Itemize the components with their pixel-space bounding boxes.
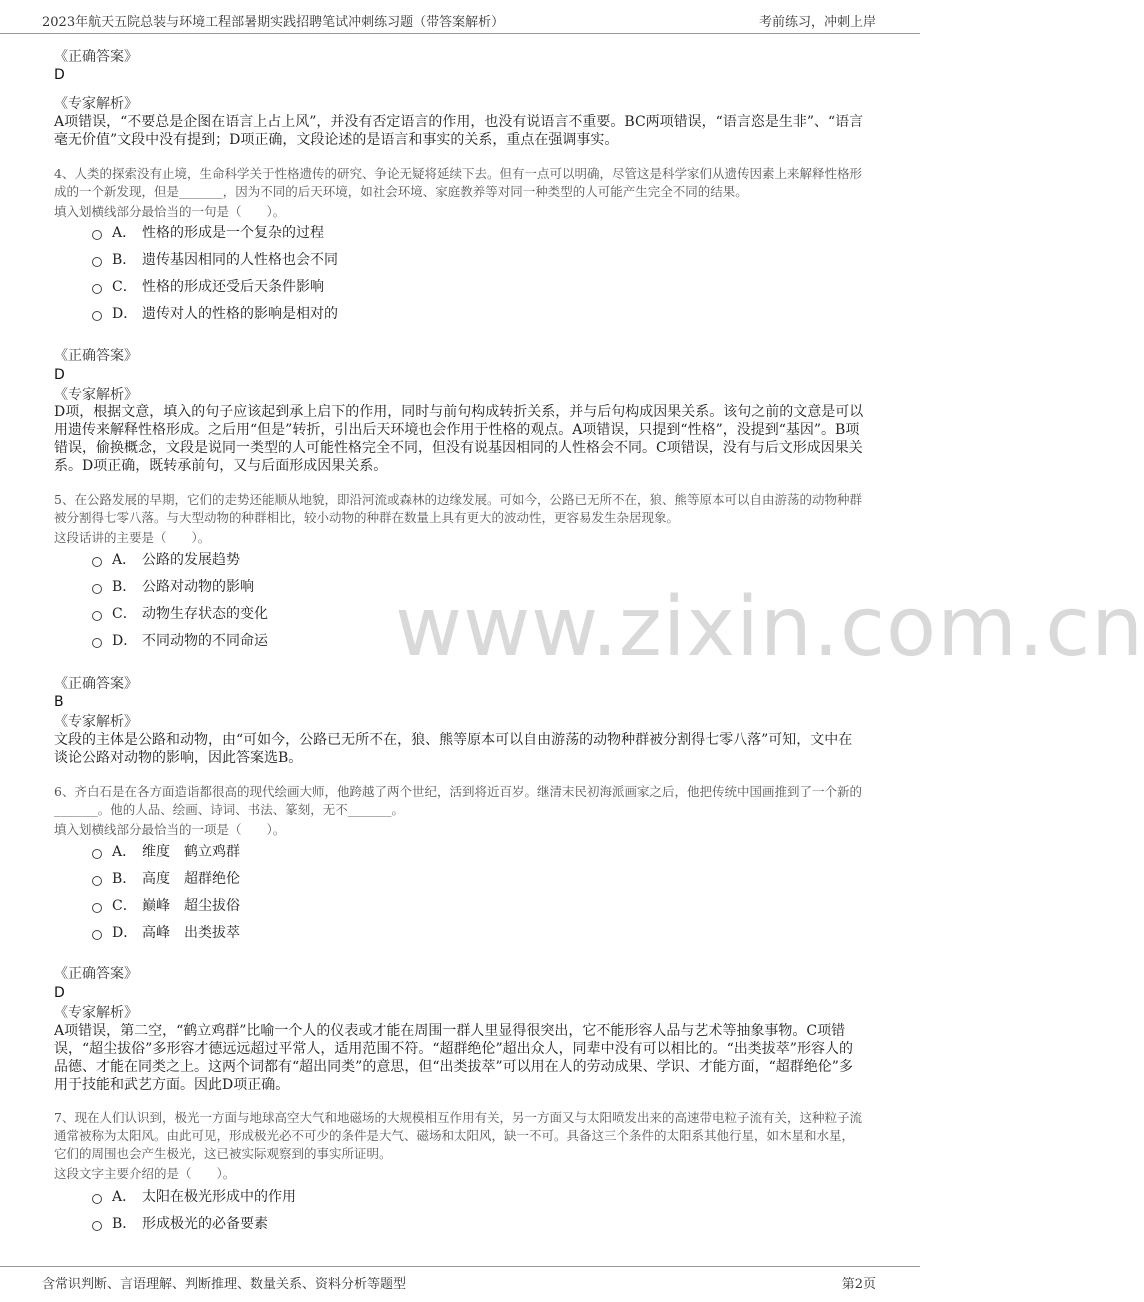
question-text: 7、现在人们认识到，极光一方面与地球高空大气和地磁场的大规模相互作用有关，另一方面又与太阳喷发出来的高速带电粒子流有关，这种粒子流通常被称为太阳风。由此可见，形成极光必不可少的条件是大气、磁场和太阳风，缺一不可。具备这三个条件的太阳系其他行星，如木星和水星，它们的周围也会产生极光，这已被实际观察到的事实所证明。 <box>54 1110 862 1161</box>
radio-icon[interactable] <box>92 1221 102 1231</box>
radio-icon[interactable] <box>92 311 102 321</box>
radio-icon[interactable] <box>92 849 102 859</box>
analysis-text: A项错误，“不要总是企图在语言上占上风”，并没有否定语言的作用，也没有说语言不重要。BC两项错误，“语言恣是生非”、“语言毫无价值”文段中没有提到；D项正确，文段论述的是语言和事实的关系，重点在强调事实。 <box>54 114 864 148</box>
radio-icon[interactable] <box>92 1194 102 1204</box>
option-text: 太阳在极光形成中的作用 <box>142 1189 296 1205</box>
option-text: 动物生存状态的变化 <box>142 606 268 622</box>
watermark: www.zixin.com.cn <box>395 580 1144 675</box>
option-text: 高度 超群绝伦 <box>142 871 240 887</box>
answer-value: D <box>54 367 65 383</box>
radio-icon[interactable] <box>92 284 102 294</box>
analysis-label: 《专家解析》 <box>54 1005 138 1021</box>
option-a[interactable]: A． 性格的形成是一个复杂的过程 <box>92 222 324 244</box>
option-text: 遗传对人的性格的影响是相对的 <box>142 306 338 322</box>
option-a[interactable]: A． 太阳在极光形成中的作用 <box>92 1186 296 1208</box>
footer-categories: 含常识判断、言语理解、判断推理、数量关系、资料分析等题型 <box>42 1277 407 1292</box>
option-c[interactable]: C． 巅峰 超尘拔俗 <box>92 895 240 917</box>
option-text: 性格的形成还受后天条件影响 <box>142 279 324 295</box>
radio-icon[interactable] <box>92 611 102 621</box>
option-c[interactable]: C． 动物生存状态的变化 <box>92 603 268 625</box>
option-text: 不同动物的不同命运 <box>142 633 268 649</box>
option-text: 维度 鹤立鸡群 <box>142 844 240 860</box>
option-b[interactable]: B． 形成极光的必备要素 <box>92 1213 268 1235</box>
radio-icon[interactable] <box>92 557 102 567</box>
analysis-text: D项，根据文意，填入的句子应该起到承上启下的作用，同时与前句构成转折关系，并与后句构成因果关系。该句之前的文意是可以用遗传来解释性格形成。之后用“但是”转折，引出后天环境也会作用于性格的观点。A项错误，只提到“性格”，没提到“基因”。B项错误，偷换概念，文段是说同一类型的人可能性格完全不同，但没有说基因相同的人性格会不同。C项错误，没有与后文形成因果关系。D项正确，既转承前句，又与后面形成因果关系。 <box>54 404 864 474</box>
answer-value: B <box>54 694 64 710</box>
radio-icon[interactable] <box>92 257 102 267</box>
answer-label: 《正确答案》 <box>54 348 138 364</box>
document-title: 2023年航天五院总装与环境工程部暑期实践招聘笔试冲刺练习题（带答案解析） <box>42 15 505 30</box>
option-text: 遗传基因相同的人性格也会不同 <box>142 252 338 268</box>
question-prompt: 这段话讲的主要是（ ）。 <box>54 530 211 545</box>
option-b[interactable]: B． 高度 超群绝伦 <box>92 868 240 890</box>
answer-value: D <box>54 67 65 83</box>
question-text: 6、齐白石是在各方面造诣都很高的现代绘画大师，他跨越了两个世纪，活到将近百岁。继清末民初海派画家之后，他把传统中国画推到了一个新的_______。他的人品、绘画、诗词、书法、篆刻，无不_______。 <box>54 784 862 817</box>
page-header <box>0 0 920 34</box>
question-text: 4、人类的探索没有止境，生命科学关于性格遗传的研究、争论无疑将延续下去。但有一点可以明确，尽管这是科学家们从遗传因素上来解释性格形成的一个新发现，但是_______，因为不同的后天环境，如社会环境、家庭教养等对同一种类型的人可能产生完全不同的结果。 <box>54 166 862 199</box>
analysis-text: 文段的主体是公路和动物，由“可如今，公路已无所不在，狼、熊等原本可以自由游荡的动物种群被分割得七零八落”可知，文中在谈论公路对动物的影响，因此答案选B。 <box>54 732 853 766</box>
option-d[interactable]: D． 高峰 出类拔萃 <box>92 922 240 944</box>
option-text: 公路对动物的影响 <box>142 579 254 595</box>
option-text: 高峰 出类拔萃 <box>142 925 240 941</box>
option-text: 公路的发展趋势 <box>142 552 240 568</box>
analysis-label: 《专家解析》 <box>54 387 138 403</box>
radio-icon[interactable] <box>92 930 102 940</box>
option-d[interactable]: D． 不同动物的不同命运 <box>92 630 268 652</box>
header-slogan: 考前练习，冲刺上岸 <box>758 15 876 30</box>
radio-icon[interactable] <box>92 903 102 913</box>
option-text: 性格的形成是一个复杂的过程 <box>142 225 324 241</box>
answer-label: 《正确答案》 <box>54 49 138 65</box>
radio-icon[interactable] <box>92 230 102 240</box>
option-a[interactable]: A． 维度 鹤立鸡群 <box>92 841 240 863</box>
page-number: 第2页 <box>841 1277 876 1292</box>
option-text: 巅峰 超尘拔俗 <box>142 898 240 914</box>
question-text: 5、在公路发展的早期，它们的走势还能顺从地貌，即沿河流或森林的边缘发展。可如今，公路已无所不在，狼、熊等原本可以自由游荡的动物种群被分割得七零八落。与大型动物的种群相比，较小动物的种群在数量上具有更大的波动性，更容易发生杂居现象。 <box>54 492 862 525</box>
answer-label: 《正确答案》 <box>54 966 138 982</box>
radio-icon[interactable] <box>92 584 102 594</box>
option-a[interactable]: A． 公路的发展趋势 <box>92 549 240 571</box>
question-prompt: 填入划横线部分最恰当的一句是（ ）。 <box>54 204 286 219</box>
option-b[interactable]: B． 公路对动物的影响 <box>92 576 254 598</box>
analysis-label: 《专家解析》 <box>54 714 138 730</box>
answer-label: 《正确答案》 <box>54 676 138 692</box>
radio-icon[interactable] <box>92 638 102 648</box>
answer-value: D <box>54 985 65 1001</box>
option-c[interactable]: C． 性格的形成还受后天条件影响 <box>92 276 324 298</box>
analysis-label: 《专家解析》 <box>54 96 138 112</box>
analysis-text: A项错误，第二空，“鹤立鸡群”比喻一个人的仪表或才能在周围一群人里显得很突出，它不能形容人品与艺术等抽象事物。C项错误，“超尘拔俗”多形容才德远远超过平常人，适用范围不符。“超群绝伦”超出众人，同辈中没有可以相比的。“出类拔萃”形容人的品德、才能在同类之上。这两个词都有“超出同类”的意思，但“出类拔萃”可以用在人的劳动成果、学识、才能方面，“超群绝伦”多用于技能和武艺方面。因此D项正确。 <box>54 1023 853 1093</box>
question-prompt: 这段文字主要介绍的是（ ）。 <box>54 1166 236 1181</box>
option-b[interactable]: B． 遗传基因相同的人性格也会不同 <box>92 249 338 271</box>
radio-icon[interactable] <box>92 876 102 886</box>
page-footer <box>0 1266 920 1302</box>
option-d[interactable]: D． 遗传对人的性格的影响是相对的 <box>92 303 338 325</box>
question-prompt: 填入划横线部分最恰当的一项是（ ）。 <box>54 822 286 837</box>
option-text: 形成极光的必备要素 <box>142 1216 268 1232</box>
